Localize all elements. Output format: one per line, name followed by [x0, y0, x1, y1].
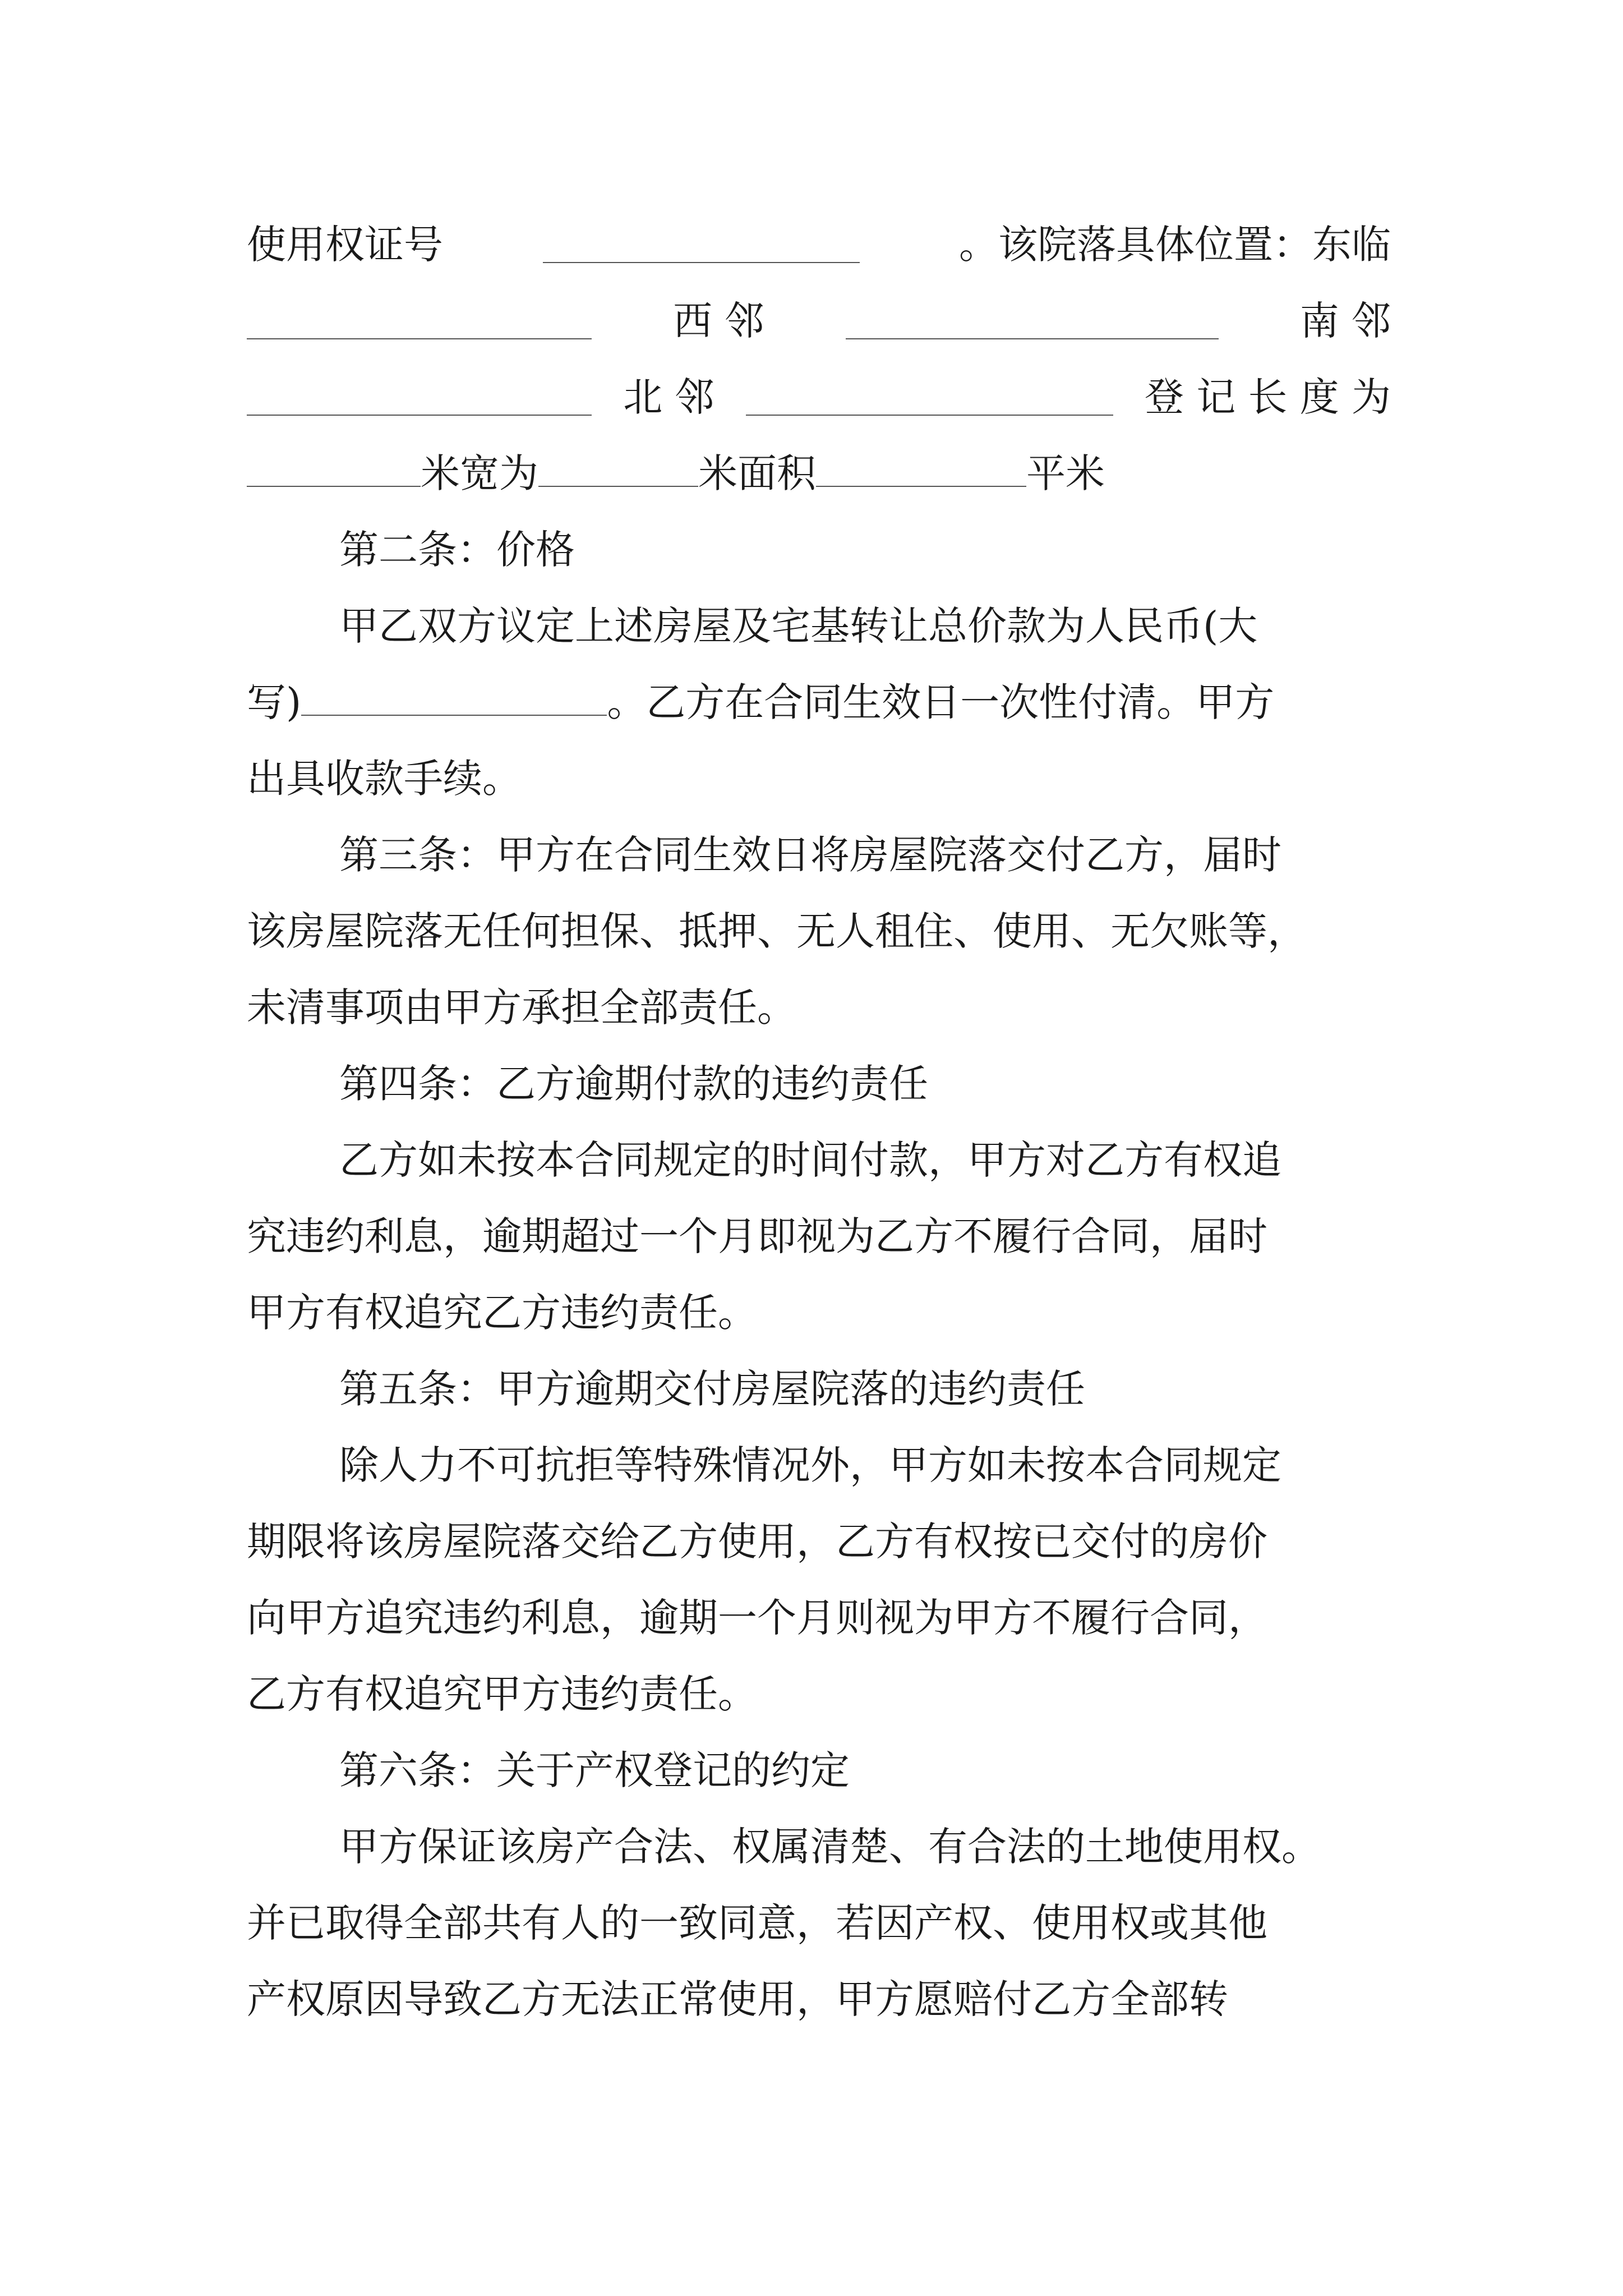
text-line-neighbors-west-south	[247, 283, 1391, 359]
article-3-line-1: 第三条：甲方在合同生效日将房屋院落交付乙方，届时	[339, 832, 1281, 878]
text-line-dimensions	[247, 435, 1391, 512]
article-2-line-3: 出具收款手续。	[247, 756, 522, 802]
article-2-text-2b: 。乙方在合同生效日一次性付清。甲方	[607, 679, 1275, 725]
label-west: 西 邻	[673, 298, 764, 344]
article-3-line-3: 未清事项由甲方承担全部责任。	[247, 984, 796, 1030]
article-2-line-2	[247, 664, 1391, 740]
article-4-line-1: 乙方如未按本合同规定的时间付款，甲方对乙方有权追	[339, 1137, 1281, 1183]
article-4-line-3: 甲方有权追究乙方违约责任。	[247, 1290, 757, 1336]
article-2-heading: 第二条：价格	[339, 527, 575, 573]
article-3-line-2: 该房屋院落无任何担保、抵押、无人租住、使用、无欠账等，	[247, 908, 1307, 954]
label-certificate-no: 使用权证号	[247, 222, 443, 268]
label-width: 米宽为	[421, 450, 538, 496]
label-north: 北 邻	[623, 374, 714, 420]
text-line-north-length	[247, 359, 1391, 435]
article-5-heading: 第五条：甲方逾期交付房屋院落的违约责任	[339, 1366, 1085, 1412]
article-2-text-2a: 写)	[247, 679, 302, 725]
article-2-line-1	[339, 588, 1391, 664]
article-5-line-4: 乙方有权追究甲方违约责任。	[247, 1671, 757, 1717]
blank-west	[846, 302, 1219, 339]
text-line-certificate	[247, 206, 1391, 283]
article-5-line-3: 向甲方追究违约利息，逾期一个月则视为甲方不履行合同，	[247, 1595, 1267, 1641]
blank-area	[816, 450, 1026, 487]
blank-north	[746, 379, 1113, 416]
article-6-line-3: 产权原因导致乙方无法正常使用，甲方愿赔付乙方全部转	[247, 1976, 1228, 2022]
article-5-line-1: 除人力不可抗拒等特殊情况外，甲方如未按本合同规定	[339, 1442, 1281, 1488]
blank-east	[247, 302, 592, 339]
label-south: 南 邻	[1299, 298, 1391, 344]
blank-width	[538, 450, 698, 487]
article-6-heading: 第六条：关于产权登记的约定	[339, 1747, 850, 1793]
article-6-line-1: 甲方保证该房产合法、权属清楚、有合法的土地使用权。	[339, 1824, 1321, 1870]
blank-certificate-no	[543, 226, 860, 263]
label-location-east: 。该院落具体位置：东临	[959, 222, 1391, 268]
label-registered-length: 登 记 长 度 为	[1144, 374, 1391, 420]
label-square-meters: 平米	[1026, 450, 1105, 496]
blank-total-price	[301, 679, 607, 716]
article-5-line-2: 期限将该房屋院落交给乙方使用，乙方有权按已交付的房价	[247, 1519, 1267, 1565]
article-4-heading: 第四条：乙方逾期付款的违约责任	[339, 1061, 928, 1107]
article-4-line-2: 究违约利息，逾期超过一个月即视为乙方不履行合同，届时	[247, 1213, 1267, 1259]
label-area: 米面积	[698, 450, 816, 496]
blank-south	[247, 379, 592, 416]
article-6-line-2: 并已取得全部共有人的一致同意，若因产权、使用权或其他	[247, 1900, 1267, 1946]
blank-length	[247, 450, 421, 487]
article-2-text-1: 甲乙双方议定上述房屋及宅基转让总价款为人民币(大	[339, 603, 1258, 649]
